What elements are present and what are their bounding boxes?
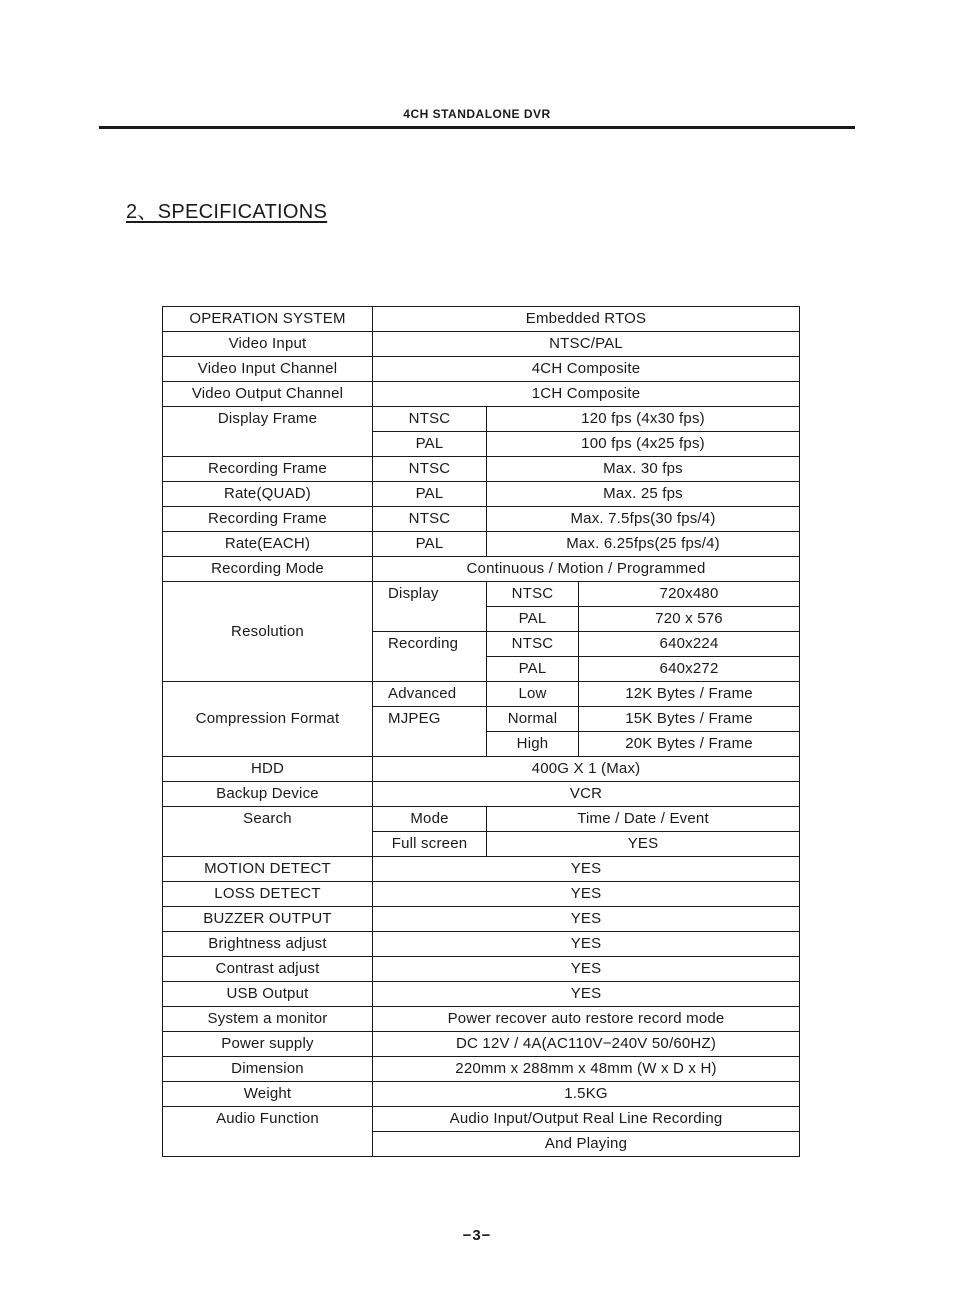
table-row xyxy=(163,1032,800,1057)
spec-sublabel: Mode xyxy=(373,807,487,832)
section-title: 2、SPECIFICATIONS xyxy=(126,201,328,223)
spec-label: MOTION DETECT xyxy=(163,857,373,882)
table-row xyxy=(163,407,800,432)
spec-standard: PAL xyxy=(487,657,579,682)
spec-value: 1.5KG xyxy=(373,1082,800,1107)
spec-label: Video Input Channel xyxy=(163,357,373,382)
spec-value: VCR xyxy=(373,782,800,807)
spec-sublabel: Display xyxy=(373,582,487,632)
spec-sublabel: PAL xyxy=(373,432,487,457)
spec-label: Contrast adjust xyxy=(163,957,373,982)
spec-value: YES xyxy=(487,832,800,857)
page-header-title: 4CH STANDALONE DVR xyxy=(403,107,551,121)
spec-label: Dimension xyxy=(163,1057,373,1082)
table-row xyxy=(163,357,800,382)
spec-label: Brightness adjust xyxy=(163,932,373,957)
spec-label: Rate(EACH) xyxy=(163,532,373,557)
spec-label: BUZZER OUTPUT xyxy=(163,907,373,932)
spec-value: 220mm x 288mm x 48mm (W x D x H) xyxy=(373,1057,800,1082)
spec-value: 15K Bytes / Frame xyxy=(579,707,800,732)
spec-value: YES xyxy=(373,932,800,957)
spec-quality: Normal xyxy=(487,707,579,732)
spec-sublabel: PAL xyxy=(373,482,487,507)
spec-sublabel: Full screen xyxy=(373,832,487,857)
table-row xyxy=(163,757,800,782)
table-row xyxy=(163,782,800,807)
header-rule xyxy=(99,126,855,129)
table-row xyxy=(163,1082,800,1107)
spec-standard: NTSC xyxy=(487,632,579,657)
spec-sublabel: NTSC xyxy=(373,507,487,532)
spec-label: OPERATION SYSTEM xyxy=(163,307,373,332)
spec-value: DC 12V / 4A(AC110V−240V 50/60HZ) xyxy=(373,1032,800,1057)
spec-value: Max. 6.25fps(25 fps/4) xyxy=(487,532,800,557)
spec-label: Power supply xyxy=(163,1032,373,1057)
table-row xyxy=(163,907,800,932)
table-row xyxy=(163,807,800,832)
spec-value: Max. 25 fps xyxy=(487,482,800,507)
spec-value: YES xyxy=(373,957,800,982)
spec-value: 100 fps (4x25 fps) xyxy=(487,432,800,457)
table-row xyxy=(163,982,800,1007)
spec-sublabel: NTSC xyxy=(373,407,487,432)
spec-value: YES xyxy=(373,882,800,907)
spec-value: 640x272 xyxy=(579,657,800,682)
spec-value: 720x480 xyxy=(579,582,800,607)
spec-sublabel: MJPEG xyxy=(373,707,487,732)
spec-value: Embedded RTOS xyxy=(373,307,800,332)
specifications-table xyxy=(162,306,800,1157)
table-row xyxy=(163,1057,800,1082)
spec-label: Display Frame xyxy=(163,407,373,457)
spec-sublabel: PAL xyxy=(373,532,487,557)
spec-sublabel: Recording xyxy=(373,632,487,682)
table-row xyxy=(163,882,800,907)
spec-quality: High xyxy=(487,732,579,757)
spec-value: 20K Bytes / Frame xyxy=(579,732,800,757)
table-row xyxy=(163,557,800,582)
spec-label: USB Output xyxy=(163,982,373,1007)
spec-sublabel: Advanced xyxy=(373,682,487,707)
spec-label: Audio Function xyxy=(163,1107,373,1157)
table-row xyxy=(163,507,800,532)
spec-label: LOSS DETECT xyxy=(163,882,373,907)
spec-label: System a monitor xyxy=(163,1007,373,1032)
spec-value: Max. 7.5fps(30 fps/4) xyxy=(487,507,800,532)
spec-label: Rate(QUAD) xyxy=(163,482,373,507)
spec-value: YES xyxy=(373,857,800,882)
table-row xyxy=(163,532,800,557)
spec-label: Weight xyxy=(163,1082,373,1107)
spec-label: Recording Frame xyxy=(163,507,373,532)
spec-label: Video Input xyxy=(163,332,373,357)
table-row xyxy=(163,957,800,982)
spec-label: Recording Mode xyxy=(163,557,373,582)
spec-value: 4CH Composite xyxy=(373,357,800,382)
spec-value: YES xyxy=(373,982,800,1007)
spec-label: Backup Device xyxy=(163,782,373,807)
spec-value: And Playing xyxy=(373,1132,800,1157)
spec-value: NTSC/PAL xyxy=(373,332,800,357)
spec-sublabel: NTSC xyxy=(373,457,487,482)
table-row xyxy=(163,682,800,707)
spec-label: Recording Frame xyxy=(163,457,373,482)
spec-standard: PAL xyxy=(487,607,579,632)
spec-label: Resolution xyxy=(163,582,373,682)
spec-label: Video Output Channel xyxy=(163,382,373,407)
table-row xyxy=(163,332,800,357)
spec-sublabel-empty xyxy=(373,732,487,757)
spec-quality: Low xyxy=(487,682,579,707)
spec-value: Continuous / Motion / Programmed xyxy=(373,557,800,582)
table-row xyxy=(163,1007,800,1032)
spec-value: Time / Date / Event xyxy=(487,807,800,832)
table-row xyxy=(163,582,800,607)
spec-value: 640x224 xyxy=(579,632,800,657)
spec-value: 12K Bytes / Frame xyxy=(579,682,800,707)
spec-value: Max. 30 fps xyxy=(487,457,800,482)
spec-value: 120 fps (4x30 fps) xyxy=(487,407,800,432)
spec-label: Compression Format xyxy=(163,682,373,757)
spec-label: Search xyxy=(163,807,373,857)
table-row xyxy=(163,307,800,332)
spec-value: YES xyxy=(373,907,800,932)
table-row xyxy=(163,482,800,507)
spec-value: 1CH Composite xyxy=(373,382,800,407)
table-row xyxy=(163,382,800,407)
spec-value: Audio Input/Output Real Line Recording xyxy=(373,1107,800,1132)
table-row xyxy=(163,857,800,882)
page-number: −3− xyxy=(462,1227,492,1244)
spec-value: 400G X 1 (Max) xyxy=(373,757,800,782)
spec-value: 720 x 576 xyxy=(579,607,800,632)
spec-label: HDD xyxy=(163,757,373,782)
table-row xyxy=(163,457,800,482)
spec-standard: NTSC xyxy=(487,582,579,607)
table-row xyxy=(163,1107,800,1132)
spec-value: Power recover auto restore record mode xyxy=(373,1007,800,1032)
table-row xyxy=(163,932,800,957)
